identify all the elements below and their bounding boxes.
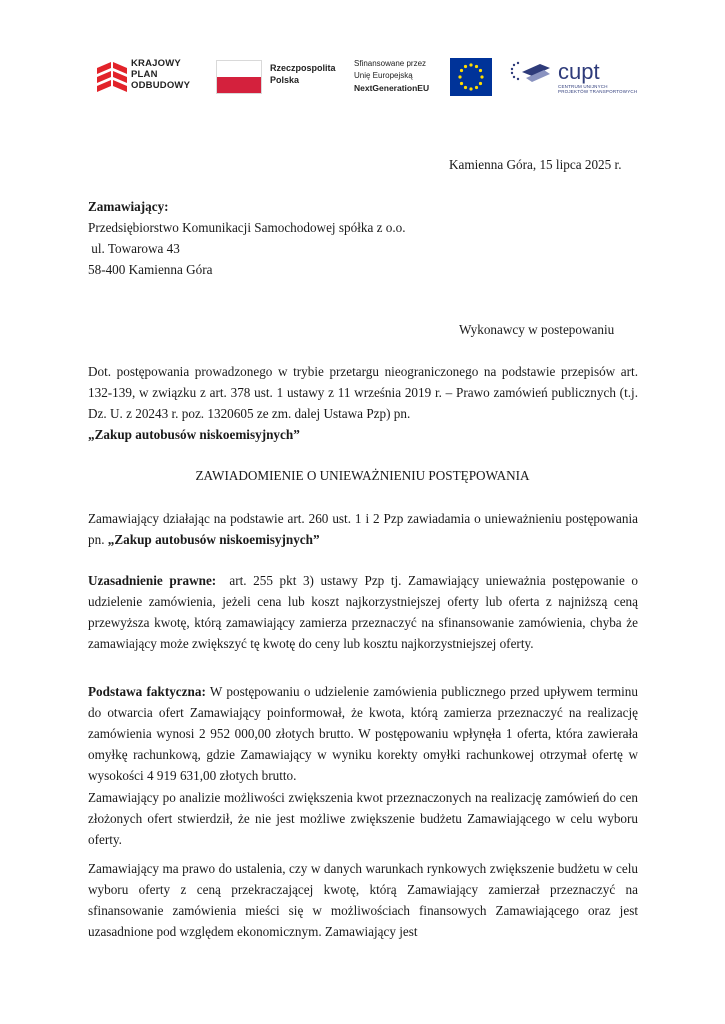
place-date: Kamienna Góra, 15 lipca 2025 r. [449,157,622,172]
cupt-wordmark: cupt [558,59,600,84]
notice-title: „Zakup autobusów niskoemisyjnych” [107,532,320,547]
logo-bar [0,52,725,112]
factual-basis-label: Podstawa faktyczna: [88,684,206,699]
legal-basis-paragraph [88,570,642,654]
cupt-subtitle: CENTRUM UNIJNYCH PROJEKTÓW TRANSPORTOWYCH [558,84,638,94]
polish-flag-icon [216,60,262,94]
eu-funding-text: Sfinansowane przez Unię Europejską NextGenerationEU [354,59,430,93]
kpo-logo-text: KRAJOWY PLAN ODBUDOWY [131,58,191,91]
eu-flag-icon [450,58,492,96]
right-paragraph: Zamawiający ma prawo do ustalenia, czy w danych warunkach rynkowych zwiększenie budżetu w celu wyboru oferty z ceną przekraczającej kwotę, którą Zamawiający zamierzał przeznaczyć na sfinansowanie zamówienia mieści się w możliwościach finansowych Zamawiającego oraz jest uzasadnione pod względem ekonomicznym. Zamawiający jest [88,861,638,939]
contracting-label: Zamawiający: [88,199,169,214]
notice-heading: ZAWIADOMIENIE O UNIEWAŻNIENIU POSTĘPOWANIA [195,468,530,483]
factual-basis-text: W postępowaniu o udzielenie zamówienia publicznego przed upływem terminu do otwarcia ofert Zamawiający poinformował, że kwota, którą zamierza przeznaczyć na realizację zamówienia wynosi 2 952 000,00 złotych brutto. W postępowaniu wpłynęła 1 oferta, która zawierała omyłkę rachunkową, gdzie Zamawiający w wyniku korekty omyłki rachunkowej otrzymał ofertę w wysokości 4 919 631,00 złotych brutto. [88,684,638,783]
contracting-city: 58-400 Kamienna Góra [88,262,213,277]
subject-text: Dot. postępowania prowadzonego w trybie przetargu nieograniczonego na podstawie przepisów art. 132-139, w związku z art. 378 ust. 1 ustawy z 11 września 2019 r. – Prawo zamówień publicznych (t.j. Dz. U. z 20243 r. poz. 1320605 ze zm. dalej Ustawa Pzp) pn. [88,364,638,421]
notice-text: Zamawiający działając na podstawie art. 260 ust. 1 i 2 Pzp zawiadamia o unieważnieniu postępowania pn. [88,511,638,547]
contracting-street: ul. Towarowa 43 [88,241,180,256]
rzeczpospolita-logo-text: Rzeczpospolita Polska [270,63,336,85]
subject-paragraph [88,361,638,445]
legal-basis-text: art. 255 pkt 3) ustawy Pzp tj. Zamawiający unieważnia postępowanie o udzielenie zamówienia, jeżeli cena lub koszt najkorzystniejszej oferty lub oferta z najniższą ceną przewyższa kwotę, którą zamawiający zamierza przeznaczyć na sfinansowanie zamówienia, chyba że zamawiający może zwiększyć tę kwotę do ceny lub kosztu najkorzystniejszej oferty. [88,573,642,651]
notice-paragraph [88,508,638,550]
analysis-paragraph: Zamawiający po analizie możliwości zwiększenia kwot przeznaczonych na realizację zamówień do cen złożonych ofert stwierdził, że nie jest możliwe zwiększenie budżetu Zamawiającego w celu wyboru oferty. [88,790,638,847]
cupt-emblem-icon [510,60,554,86]
legal-basis-label: Uzasadnienie prawne: [88,573,217,588]
contracting-name: Przedsiębiorstwo Komunikacji Samochodowej spółka z o.o. [88,220,406,235]
subject-title: „Zakup autobusów niskoemisyjnych” [88,427,300,442]
factual-basis-paragraph [88,681,638,786]
kpo-emblem-icon [97,62,127,96]
cupt-logo [510,59,638,94]
recipients: Wykonawcy w postepowaniu [459,322,615,337]
